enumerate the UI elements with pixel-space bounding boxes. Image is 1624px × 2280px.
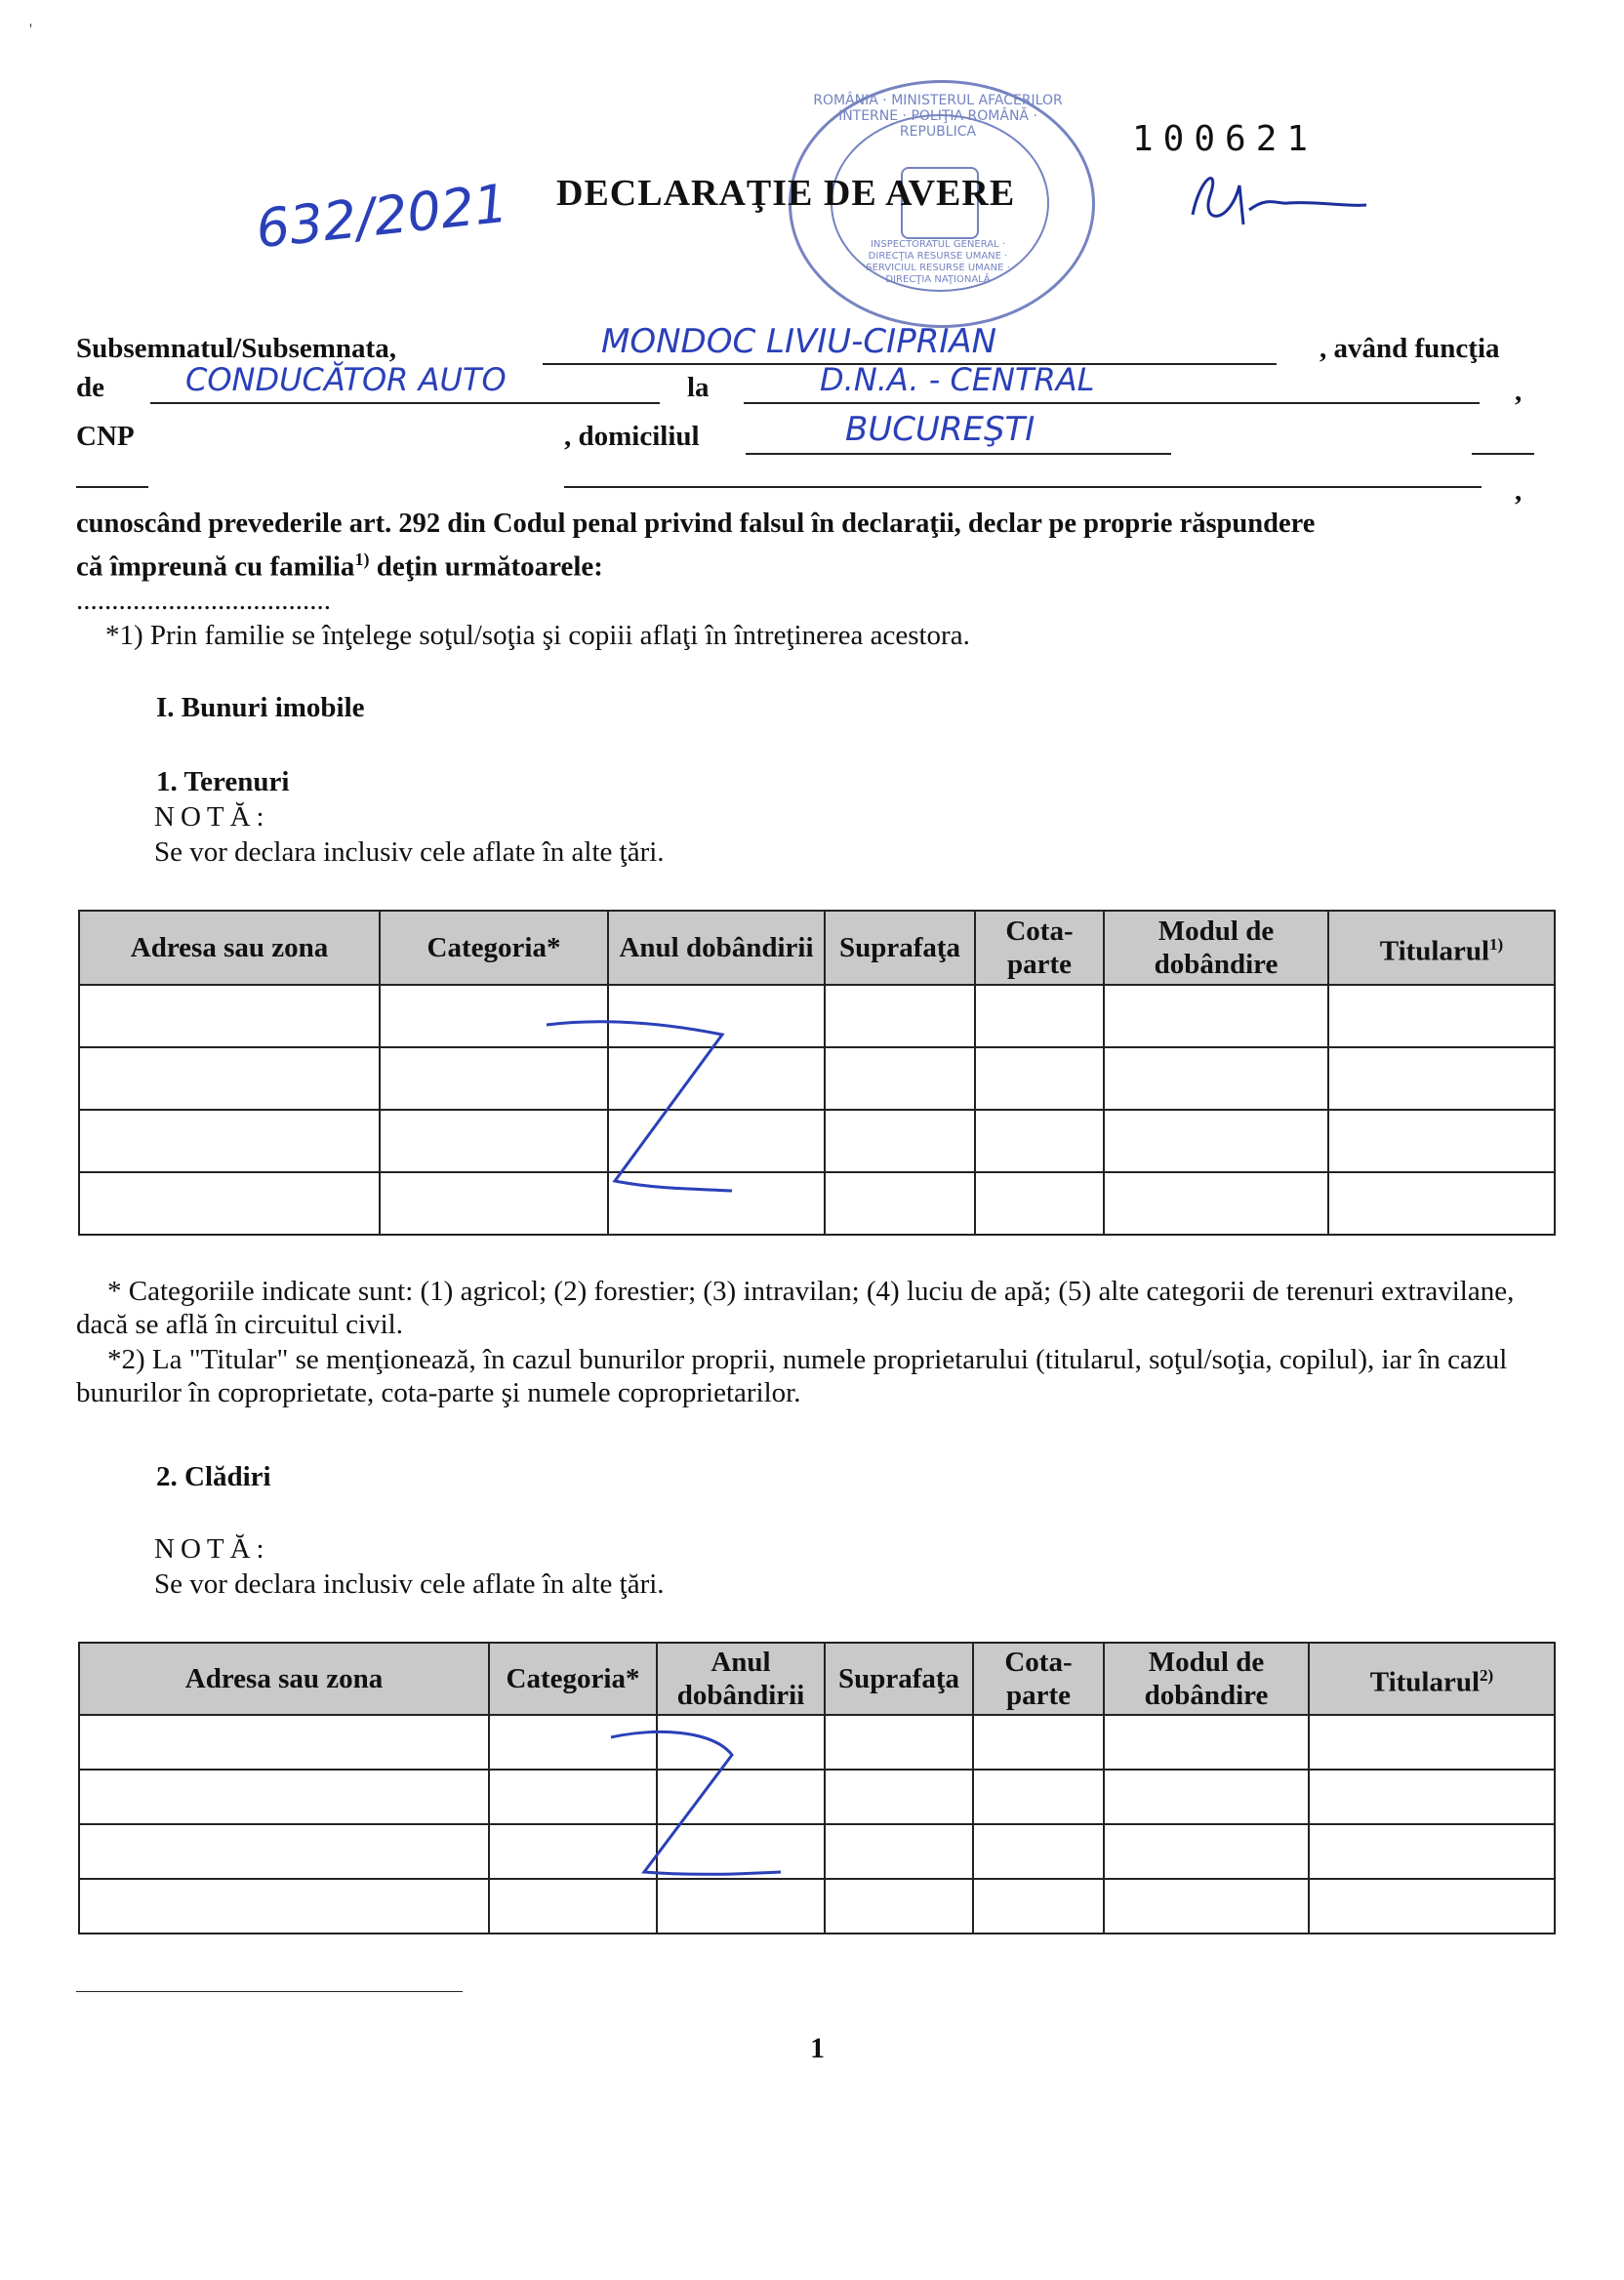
corner-mark: ' [29, 21, 32, 38]
comma-2: , [1515, 475, 1522, 507]
col-cota: Cota-parte [975, 911, 1104, 985]
z-strike-mark-1 [537, 1015, 742, 1210]
nota-text-2: Se vor declara inclusiv cele aflate în alte ţări. [154, 1568, 665, 1600]
footnote-separator: .................................... [76, 585, 331, 616]
label-la: la [687, 372, 710, 403]
label-de: de [76, 372, 104, 403]
z-strike-mark-2 [595, 1726, 800, 1892]
intro-line-2 [76, 543, 603, 584]
note-categorii: * Categoriile indicate sunt: (1) agricol; (2) forestier; (3) intravilan; (4) luciu de apă; (5) alte categorii de terenuri extravilane, dacă se află în circuitul civil. [76, 1276, 1515, 1340]
label-cnp: CNP [76, 421, 135, 452]
footnote-1: *1) Prin familie se înţelege soţul/soţia şi copiii aflaţi în întreţinerea acestora. [105, 620, 970, 651]
table-row [79, 1047, 1555, 1110]
subsection-cladiri: 2. Clădiri [156, 1461, 271, 1492]
col-cota: Cota-parte [973, 1643, 1104, 1715]
institutia-value: D.N.A. - CENTRAL [820, 361, 1095, 398]
col-anul: Anul dobândirii [608, 911, 825, 985]
registration-handwritten: 632/2021 [253, 172, 511, 261]
page-number: 1 [810, 2032, 825, 2064]
col-anul: Anul dobândirii [657, 1643, 825, 1715]
domiciliul-value: BUCUREŞTI [845, 410, 1035, 449]
col-titular-sup: 1) [1489, 934, 1504, 954]
col-titular [1309, 1643, 1555, 1715]
subsection-terenuri: 1. Terenuri [156, 766, 290, 797]
functia-value: CONDUCĂTOR AUTO [185, 361, 507, 398]
col-modul: Modul de dobândire [1104, 911, 1328, 985]
note-titular: *2) La "Titular" se menţionează, în cazul bunurilor proprii, numele proprietarului (titularul, soţul/soţia, copilul), iar în cazul bunurilor în coproprietate, cota-parte şi numele coproprietarilor. [76, 1344, 1508, 1408]
intro-line-1: cunoscând prevederile art. 292 din Codul penal privind falsul în declaraţii, declar pe proprie răspundere [76, 509, 1316, 539]
registration-number: 100621 [1132, 119, 1319, 159]
col-titular-label: Titularul [1379, 935, 1490, 967]
col-categoria: Categoria* [489, 1643, 657, 1715]
label-domiciliul: , domiciliul [564, 421, 700, 452]
nota-label-1: NOTĂ: [154, 801, 270, 833]
col-suprafata: Suprafaţa [825, 1643, 973, 1715]
col-modul: Modul de dobândire [1104, 1643, 1309, 1715]
footnote-rule [76, 1991, 463, 1992]
page-title: DECLARAŢIE DE AVERE [556, 173, 1016, 214]
col-titular [1328, 911, 1555, 985]
terenuri-table [78, 910, 1556, 1236]
table-row [79, 1172, 1555, 1235]
signature-image [1181, 156, 1376, 234]
table-row [79, 985, 1555, 1047]
section-title: I. Bunuri imobile [156, 692, 365, 723]
comma-1: , [1515, 376, 1522, 407]
col-adresa: Adresa sau zona [79, 911, 380, 985]
table-row [79, 1824, 1555, 1879]
intro-superscript: 1) [354, 550, 370, 569]
col-titular-label: Titularul [1369, 1666, 1481, 1698]
domiciliul-underline-end [1472, 453, 1534, 455]
address-line [564, 486, 1482, 488]
label-subsemnatul: Subsemnatul/Subsemnata, [76, 333, 396, 364]
institutia-underline [744, 402, 1480, 404]
col-categoria: Categoria* [380, 911, 608, 985]
col-adresa: Adresa sau zona [79, 1643, 489, 1715]
col-titular-sup: 2) [1480, 1665, 1494, 1685]
table-row [79, 1770, 1555, 1824]
domiciliul-underline [746, 453, 1171, 455]
label-functia: , având funcţia [1320, 333, 1500, 364]
stamp-inner-text: INSPECTORATUL GENERAL · DIRECŢIA RESURSE UMANE · SERVICIUL RESURSE UMANE · DIRECŢIA NAŢIONALĂ [866, 239, 1010, 285]
address-line-start [76, 486, 148, 488]
stamp-outer-text: ROMÂNIA · MINISTERUL AFACERILOR INTERNE · POLIŢIA ROMÂNĂ · REPUBLICA [813, 93, 1063, 140]
table-row [79, 1715, 1555, 1770]
cladiri-table [78, 1642, 1556, 1934]
nota-label-2: NOTĂ: [154, 1533, 270, 1565]
intro-line-2b: deţin următoarele: [369, 550, 603, 583]
table-row [79, 1879, 1555, 1934]
intro-line-2a: că împreună cu familia [76, 550, 355, 583]
declarant-name: MONDOC LIVIU-CIPRIAN [601, 322, 997, 361]
functia-underline [150, 402, 660, 404]
table-row [79, 1110, 1555, 1172]
col-suprafata: Suprafaţa [825, 911, 975, 985]
nota-text-1: Se vor declara inclusiv cele aflate în alte ţări. [154, 836, 665, 868]
